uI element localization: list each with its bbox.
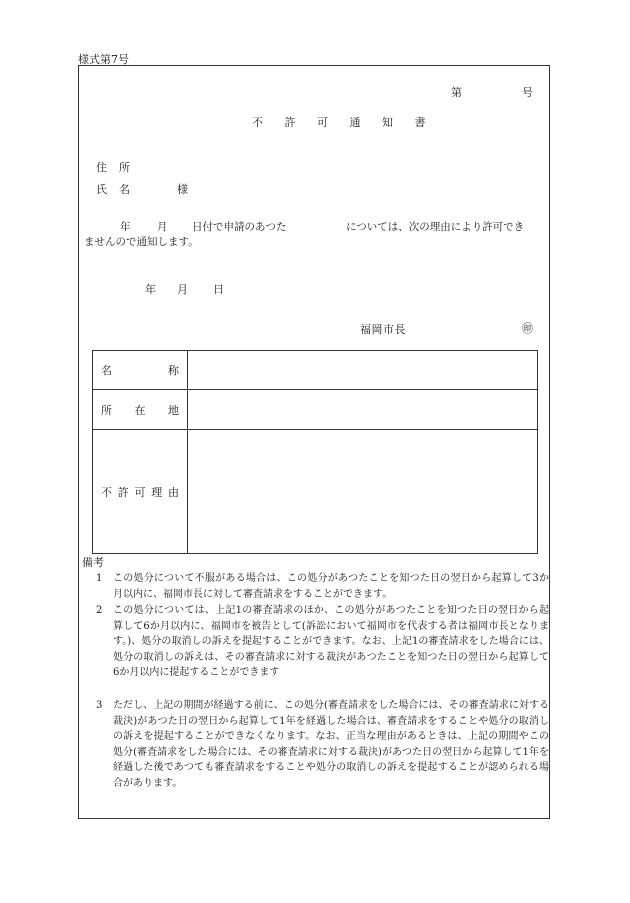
label-char: 地 bbox=[168, 403, 179, 417]
note-text: この処分について不服がある場合は、この処分があつたことを知つた日の翌日から起算して3か月以内に、福岡市長に対して審査請求をすることができます。 bbox=[113, 573, 549, 600]
date-year: 年 bbox=[145, 283, 157, 296]
location-label-cell bbox=[93, 390, 188, 430]
name-value-cell bbox=[188, 351, 538, 390]
label-char: 由 bbox=[168, 485, 179, 499]
label-char: 可 bbox=[134, 485, 146, 499]
label-char: 理 bbox=[151, 485, 163, 499]
info-table bbox=[92, 350, 538, 554]
date-month: 月 bbox=[177, 283, 189, 296]
date-day: 日 bbox=[213, 283, 225, 296]
intro-year: 年 bbox=[120, 221, 131, 233]
note-text: この処分については、上記1の審査請求のほか、この処分があつたことを知つた日の翌日から起算して6か月以内に、福岡市を被告として(訴訟において福岡市を代表する者は福岡市長となります。)、処分の取消しの訴えを提起することができます。なお、上記1の審査請求をした場合には、処分の取消しの訴えは、その審査請求に対する裁決があつたことを知つた日の翌日から起算して6か月以内に提起することができます bbox=[113, 605, 549, 678]
seal-mark: ㊞ bbox=[522, 322, 534, 335]
form-number-label: 様式第7号 bbox=[78, 53, 129, 66]
address-label: 住 所 bbox=[96, 161, 131, 174]
number-prefix: 第 bbox=[451, 86, 463, 99]
label-char: 称 bbox=[168, 364, 179, 377]
table-row bbox=[93, 430, 538, 554]
name-label: 氏 名 bbox=[96, 183, 131, 196]
document-title: 不 許 可 通 知 書 bbox=[252, 116, 435, 129]
notes-heading: 備考 bbox=[82, 556, 104, 569]
reason-label-cell bbox=[93, 430, 188, 554]
intro-month: 月 bbox=[157, 221, 168, 233]
note-number: 3 bbox=[96, 700, 103, 711]
label-char: 不 bbox=[101, 485, 112, 499]
label-char: 所 bbox=[101, 403, 112, 417]
reason-value-cell bbox=[188, 430, 538, 554]
label-char: 許 bbox=[117, 485, 129, 499]
intro-line2: ませんので通知します。 bbox=[84, 236, 199, 248]
number-suffix: 号 bbox=[522, 86, 534, 99]
table-row bbox=[93, 351, 538, 390]
name-label-cell bbox=[93, 351, 188, 390]
honorific: 様 bbox=[177, 183, 189, 196]
note-number: 2 bbox=[96, 605, 103, 616]
note-number: 1 bbox=[96, 573, 103, 584]
intro-continuation: については、次の理由により許可でき bbox=[346, 221, 525, 233]
table-row bbox=[93, 390, 538, 430]
intro-day-text: 日付で申請のあつた bbox=[192, 221, 287, 233]
note-text: ただし、上記の期間が経過する前に、この処分(審査請求をした場合には、その審査請求に対する裁決)があつた日の翌日から起算して1年を経過した場合は、審査請求をすることや処分の取消しの訴えを提起することができなくなります。なお、正当な理由があるときは、上記の期間やこの処分(審査請求をした場合には、その審査請求に対する裁決)があつた日の翌日から起算して1年を経過した後であつても審査請求をすることや処分の取消しの訴えを提起することが認められる場合があります。 bbox=[113, 700, 549, 789]
issuer-name: 福岡市長 bbox=[360, 323, 406, 336]
location-value-cell bbox=[188, 390, 538, 430]
label-char: 名 bbox=[101, 364, 112, 377]
label-char: 在 bbox=[134, 403, 146, 417]
